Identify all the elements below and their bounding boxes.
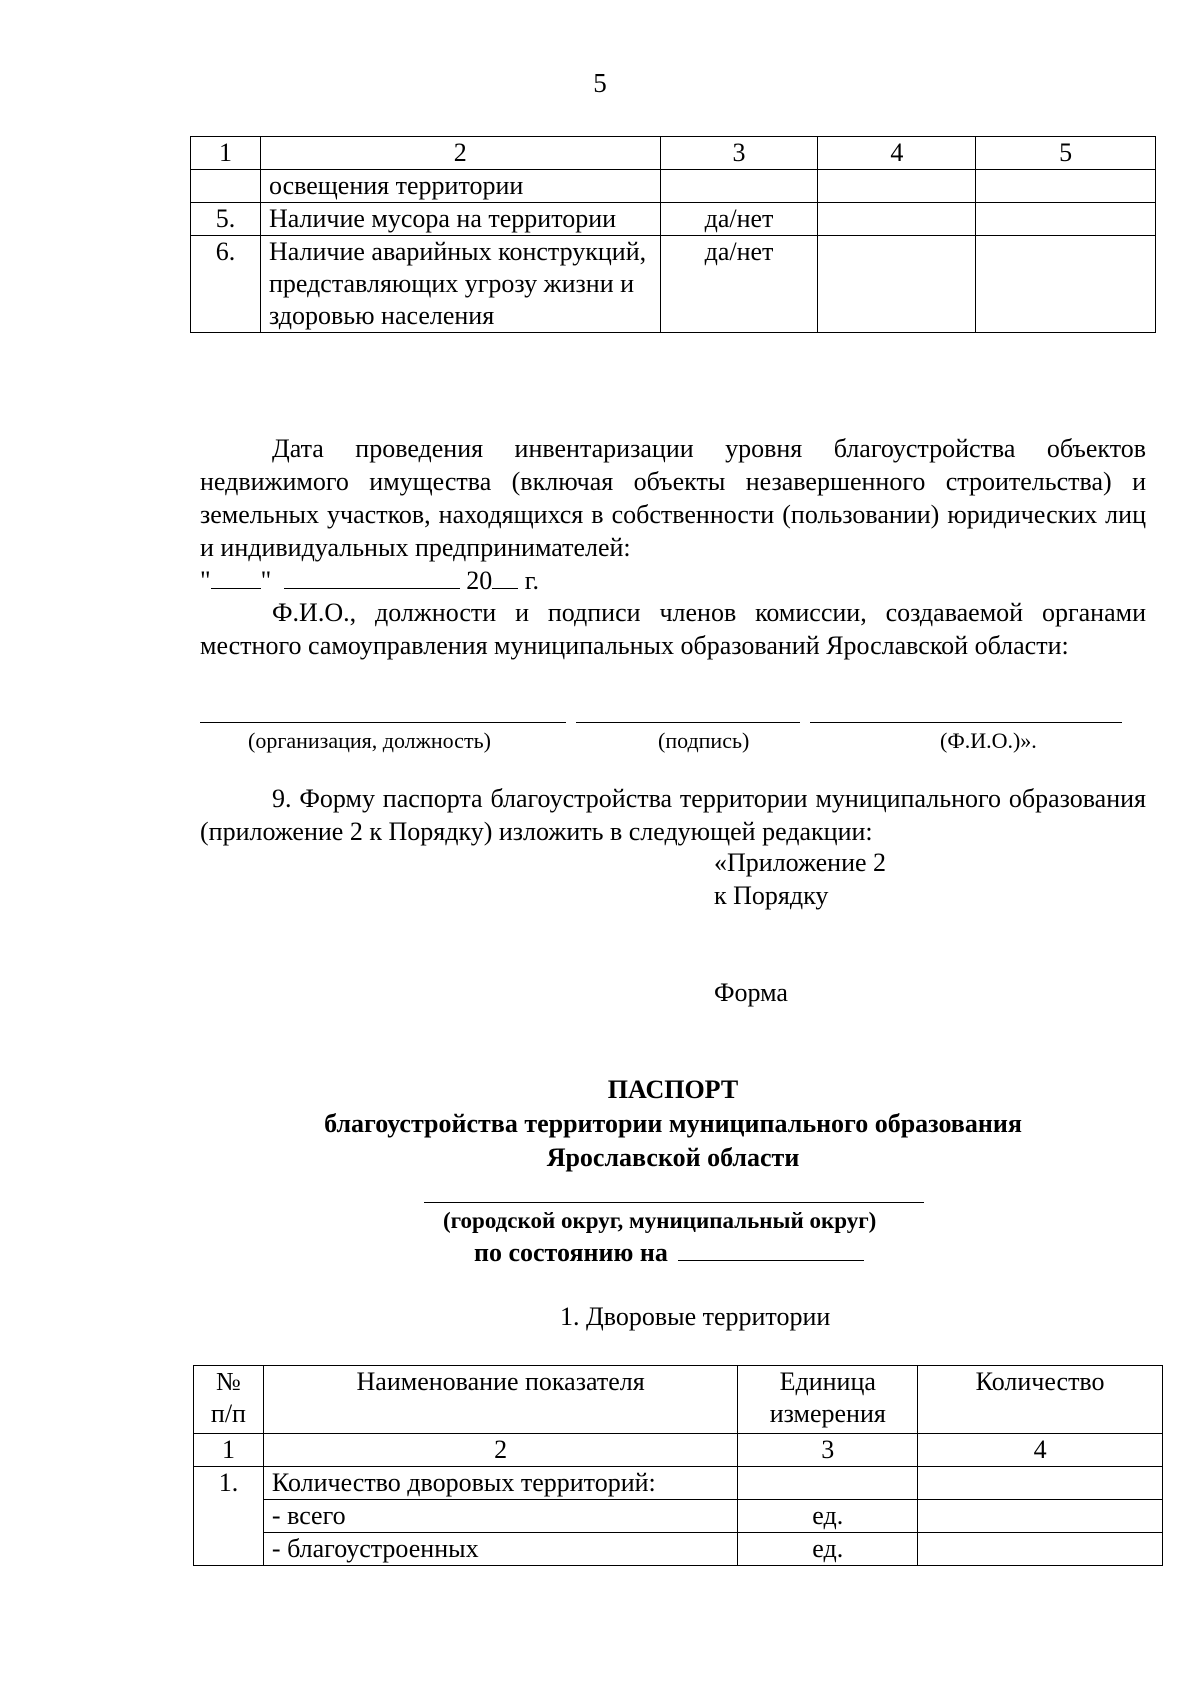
table-row <box>194 1533 1163 1566</box>
organization-line <box>200 722 566 723</box>
row-number <box>191 170 261 203</box>
month-blank <box>284 588 460 589</box>
row-number: 6. <box>191 236 261 333</box>
row-qty <box>918 1500 1163 1533</box>
page-number: 5 <box>593 68 607 98</box>
passport-subtitle-1: благоустройства территории муниципального образования <box>324 1109 1022 1138</box>
row-cell <box>818 236 976 333</box>
year-blank <box>492 588 518 589</box>
table-header-row <box>191 137 1156 170</box>
yard-territories-table <box>193 1365 1163 1566</box>
row-qty <box>918 1467 1163 1500</box>
year-suffix: г. <box>524 566 539 595</box>
index-cell: 4 <box>918 1434 1163 1467</box>
signature-line <box>576 722 800 723</box>
row-name: Наличие аварийных конструкций, представляющих угрозу жизни и здоровью населения <box>260 236 660 333</box>
table-row <box>194 1467 1163 1500</box>
state-as-of <box>474 1238 864 1268</box>
table-index-row <box>194 1434 1163 1467</box>
row-unit: ед. <box>738 1533 918 1566</box>
appendix-line1: «Приложение 2 <box>714 848 887 877</box>
table-header-cell: 1 <box>191 137 261 170</box>
table-header-cell: 4 <box>818 137 976 170</box>
fio-caption: (Ф.И.О.)». <box>940 728 1037 753</box>
row-name: Наличие мусора на территории <box>260 203 660 236</box>
section-1-title: 1. Дворовые территории <box>560 1302 831 1331</box>
quote-open: " <box>200 566 211 595</box>
row-name: освещения территории <box>260 170 660 203</box>
form-label: Форма <box>714 978 788 1007</box>
table-header-cell: 5 <box>976 137 1156 170</box>
table-header-row <box>194 1366 1163 1434</box>
row-qty <box>918 1533 1163 1566</box>
row-name: Количество дворовых территорий: <box>263 1467 737 1500</box>
date-paragraph-text: Дата проведения инвентаризации уровня благоустройства объектов недвижимого имущества (включая объекты незавершенного строительства) и земельных участков, находящихся в собственности (пользовании) юридических лиц и индивидуальных предпринимателей: <box>200 434 1146 562</box>
row-cell <box>818 203 976 236</box>
table-row <box>191 170 1156 203</box>
row-name: - благоустроенных <box>263 1533 737 1566</box>
index-cell: 1 <box>194 1434 264 1467</box>
day-blank <box>211 588 261 589</box>
row-unit: да/нет <box>660 203 818 236</box>
row-name: - всего <box>263 1500 737 1533</box>
commission-paragraph <box>200 596 1146 662</box>
header-name: Наименование показателя <box>263 1366 737 1434</box>
appendix-line2: к Порядку <box>714 881 829 910</box>
row-unit <box>660 170 818 203</box>
state-date-blank <box>678 1260 864 1261</box>
row-cell <box>818 170 976 203</box>
index-cell: 2 <box>263 1434 737 1467</box>
fio-line <box>810 722 1122 723</box>
inventory-table <box>190 136 1156 333</box>
item9-paragraph <box>200 782 1146 848</box>
district-line <box>424 1202 924 1203</box>
row-unit: да/нет <box>660 236 818 333</box>
header-num: № п/п <box>194 1366 264 1434</box>
header-qty: Количество <box>918 1366 1163 1434</box>
item9-paragraph-text: 9. Форму паспорта благоустройства территории муниципального образования (приложение 2 к Порядку) изложить в следующей редакции: <box>200 784 1146 846</box>
district-caption: (городской округ, муниципальный округ) <box>443 1208 877 1233</box>
row-number: 1. <box>194 1467 264 1566</box>
table-header-cell: 2 <box>260 137 660 170</box>
row-cell <box>976 236 1156 333</box>
year-prefix: 20 <box>466 566 493 595</box>
passport-subtitle-2: Ярославской области <box>546 1143 800 1172</box>
header-unit: Единица измерения <box>738 1366 918 1434</box>
row-unit: ед. <box>738 1500 918 1533</box>
row-unit <box>738 1467 918 1500</box>
date-paragraph <box>200 432 1146 564</box>
commission-paragraph-text: Ф.И.О., должности и подписи членов комиссии, создаваемой органами местного самоуправления муниципальных образований Ярославской области: <box>200 598 1146 660</box>
date-fill-line <box>200 564 539 597</box>
row-cell <box>976 170 1156 203</box>
table-row <box>191 236 1156 333</box>
table-row <box>191 203 1156 236</box>
passport-title: ПАСПОРТ <box>607 1075 739 1104</box>
quote-close: " <box>260 566 272 595</box>
table-header-cell: 3 <box>660 137 818 170</box>
signature-caption: (подпись) <box>658 728 750 753</box>
state-as-of-text: по состоянию на <box>474 1238 668 1267</box>
row-cell <box>976 203 1156 236</box>
row-number: 5. <box>191 203 261 236</box>
table-row <box>194 1500 1163 1533</box>
index-cell: 3 <box>738 1434 918 1467</box>
organization-caption: (организация, должность) <box>248 728 491 753</box>
